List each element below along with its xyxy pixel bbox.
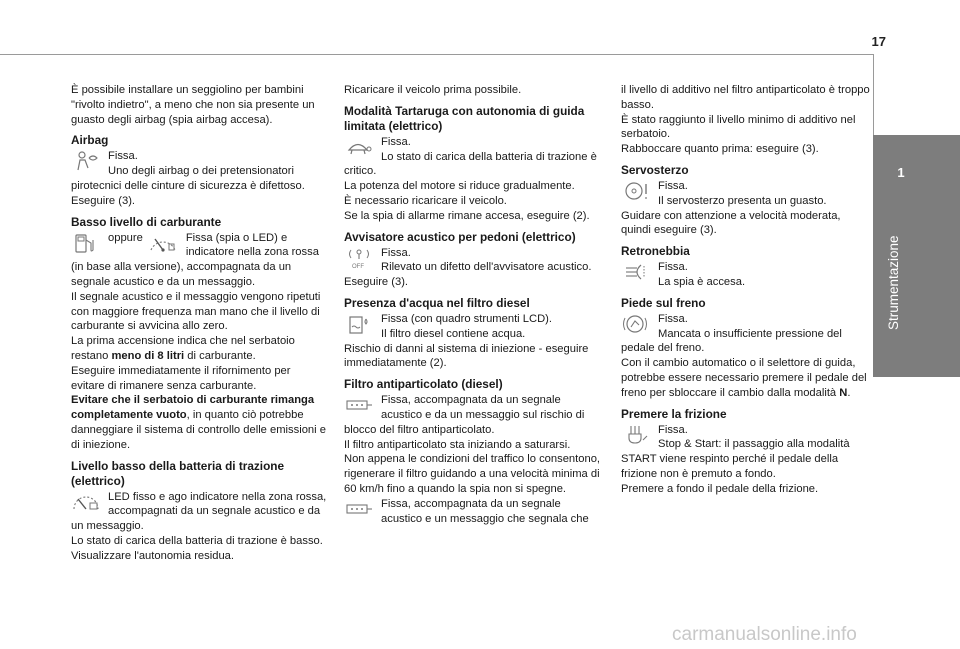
section-fog xyxy=(621,260,873,290)
additive-text-1: il livello di additivo nel filtro antiparticolato è troppo basso. xyxy=(621,84,870,111)
steering-desc: Il servosterzo presenta un guasto. xyxy=(658,194,827,207)
section-steering xyxy=(621,179,873,238)
recharge-text: Ricaricare il veicolo prima possibile. xyxy=(344,84,522,96)
fuel-pump-icon xyxy=(71,232,105,256)
section-title-airbag: Airbag xyxy=(71,133,109,148)
clutch-pedal-icon xyxy=(621,424,655,448)
dpf-additive-state: Fissa, accompagnata da un segnale acustico e un messaggio che segnala che xyxy=(381,497,589,525)
clutch-action: Premere a fondo il pedale della frizione. xyxy=(621,482,819,495)
additive-text-3: Rabboccare quanto prima: eseguire (3). xyxy=(621,143,819,156)
oppure-text: oppure xyxy=(108,231,143,244)
intro-text: È possibile installare un seggiolino per bambini "rivolto indietro", a meno che non sia presente un guasto degli airbag (spia airbag accesa). xyxy=(71,84,315,126)
turtle-state: Fissa. xyxy=(381,135,411,148)
turtle-action: Se la spia di allarme rimane accesa, eseguire (2). xyxy=(344,209,590,222)
water-filter-icon xyxy=(344,313,378,337)
section-title-steering: Servosterzo xyxy=(621,162,689,177)
turtle-icon xyxy=(344,136,378,160)
fuel-first-warning: La prima accensione indica che nel serbatoio restano meno di 8 litri di carburante. xyxy=(71,335,295,362)
section-title-pedestrian: Avvisatore acustico per pedoni (elettrico) xyxy=(344,229,576,244)
particulate-filter-icon-2 xyxy=(344,498,378,522)
fuel-gauge-icon xyxy=(147,232,183,256)
section-dpf-additive xyxy=(344,497,604,527)
turtle-power: La potenza del motore si riduce gradualmente. xyxy=(344,180,575,193)
section-title-dpf: Filtro antiparticolato (diesel) xyxy=(344,377,503,392)
turtle-recharge: È necessario ricaricare il veicolo. xyxy=(344,194,507,207)
water-state: Fissa (con quadro strumenti LCD). xyxy=(381,312,552,325)
battery-action: Visualizzare l'autonomia residua. xyxy=(71,549,234,562)
fuel-repeat-info: Il segnale acustico e il messaggio vengono ripetuti con maggiore frequenza man mano che il livello di carburante si avvicina allo zero. xyxy=(71,290,321,333)
column-1 xyxy=(71,83,327,564)
brake-state: Fissa. xyxy=(658,312,688,325)
pedestrian-sound-off-icon xyxy=(344,247,378,271)
header-rule xyxy=(0,54,873,55)
additive-text-2: È stato raggiunto il livello minimo di additivo nel serbatoio. xyxy=(621,113,856,141)
section-pedestrian xyxy=(344,246,604,290)
dpf-action: Non appena le condizioni del traffico lo consentono, rigenerare il filtro guidando a una velocità minima di 60 km/h fino a quando la spia non si spegne. xyxy=(344,453,601,495)
section-title-turtle: Modalità Tartaruga con autonomia di guida limitata (elettrico) xyxy=(344,103,585,133)
steering-state: Fissa. xyxy=(658,179,688,192)
steering-action: Guidare con attenzione a velocità moderata, quindi eseguire (3). xyxy=(621,209,841,237)
fuel-action: Eseguire immediatamente il rifornimento per evitare di rimanere senza carburante. xyxy=(71,364,291,392)
dpf-desc: Il filtro antiparticolato sta iniziando a saturarsi. xyxy=(344,438,571,451)
fog-desc: La spia è accesa. xyxy=(658,275,746,288)
brake-action: Con il cambio automatico o il selettore di guida, potrebbe essere necessario premere il pedale del freno per sbloccare il cambio dalla modalità N. xyxy=(621,357,867,399)
watermark[interactable]: carmanualsonline.info xyxy=(672,624,857,645)
section-dpf xyxy=(344,393,604,497)
section-title-fuel: Basso livello di carburante xyxy=(71,214,222,229)
sidebar-rule xyxy=(873,54,874,135)
foot-on-brake-icon xyxy=(621,313,655,337)
section-battery xyxy=(71,490,327,564)
section-title-water: Presenza d'acqua nel filtro diesel xyxy=(344,295,530,310)
section-fuel xyxy=(71,231,327,453)
column-2 xyxy=(344,83,604,526)
fuel-caution: Evitare che il serbatoio di carburante rimanga completamente vuoto, in quanto ciò potrebbe danneggiare il sistema di controllo delle emissioni e di iniezione. xyxy=(71,394,326,451)
section-title-fog: Retronebbia xyxy=(621,244,690,259)
pedestrian-desc: Rilevato un difetto dell'avvisatore acustico. xyxy=(381,261,592,274)
water-action: Rischio di danni al sistema di iniezione - eseguire immediatamente (2). xyxy=(344,342,589,370)
page-number: 17 xyxy=(871,34,886,49)
particulate-filter-icon xyxy=(344,394,378,418)
clutch-desc: Stop & Start: il passaggio alla modalità START viene respinto perché il pedale della frizione non è premuto a fondo. xyxy=(621,438,850,480)
rear-fog-light-icon xyxy=(621,261,655,285)
turtle-desc: Lo stato di carica della batteria di trazione è critico. xyxy=(344,150,597,178)
section-airbag xyxy=(71,149,327,208)
pedestrian-state: Fissa. xyxy=(381,246,411,259)
section-title-battery: Livello basso della batteria di trazione (elettrico) xyxy=(71,458,285,488)
airbag-icon xyxy=(71,150,105,174)
section-brake xyxy=(621,312,873,401)
airbag-state: Fissa. xyxy=(108,150,138,163)
section-clutch xyxy=(621,423,873,497)
battery-desc: Lo stato di carica della batteria di trazione è basso. xyxy=(71,534,323,547)
chapter-label: Strumentazione xyxy=(886,235,901,330)
airbag-desc: Uno degli airbag o dei pretensionatori pirotecnici delle cinture di sicurezza è difettoso. xyxy=(71,165,305,192)
water-desc: Il filtro diesel contiene acqua. xyxy=(381,327,526,340)
dpf-state: Fissa, accompagnata da un segnale acustico e da un messaggio sul rischio di blocco del filtro antiparticolato. xyxy=(344,394,585,436)
svg-text:OFF: OFF xyxy=(352,263,364,269)
pedestrian-action: Eseguire (3). xyxy=(344,276,409,289)
fog-state: Fissa. xyxy=(658,261,688,274)
brake-desc: Mancata o insufficiente pressione del pedale del freno. xyxy=(621,327,842,355)
section-title-clutch: Premere la frizione xyxy=(621,406,727,421)
section-title-brake: Piede sul freno xyxy=(621,295,706,310)
clutch-state: Fissa. xyxy=(658,423,688,436)
column-3 xyxy=(621,83,873,497)
battery-state: LED fisso e ago indicatore nella zona rossa, accompagnati da un segnale acustico e da un messaggio. xyxy=(71,490,327,533)
section-turtle xyxy=(344,135,604,224)
steering-wheel-icon xyxy=(621,180,655,204)
section-water xyxy=(344,312,604,371)
fuel-state: Fissa (spia o LED) e indicatore nella zona rossa (in base alla versione), accompagnata da un segnale acustico e da un messaggio. xyxy=(71,231,319,288)
battery-gauge-icon xyxy=(71,491,105,515)
chapter-number: 1 xyxy=(897,165,905,180)
airbag-action: Eseguire (3). xyxy=(71,194,136,207)
